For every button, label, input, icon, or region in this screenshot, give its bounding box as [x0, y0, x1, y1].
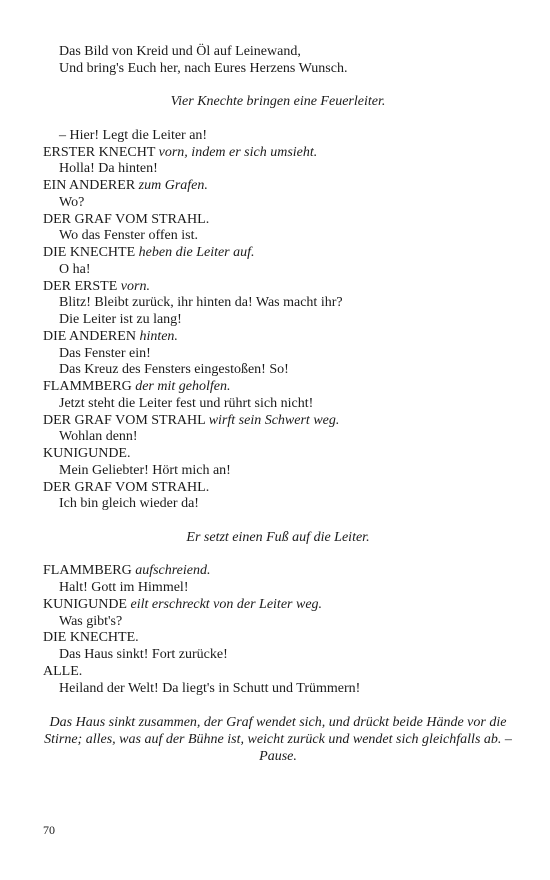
- page-number: 70: [43, 823, 55, 837]
- verse-line: Wohlan denn!: [59, 429, 138, 445]
- speaker-line: [43, 178, 513, 195]
- verse-line: Was gibt's?: [59, 613, 123, 629]
- speaker-name: ERSTER KNECHT: [43, 144, 156, 160]
- speaker-line: [43, 279, 513, 296]
- speaker-line: [43, 329, 513, 346]
- speaker-line: [43, 664, 513, 681]
- speaker-line: [43, 413, 513, 430]
- speaker-name: DIE ANDEREN: [43, 328, 136, 344]
- verse-line: Jetzt steht die Leiter fest und rührt sich nicht!: [59, 395, 314, 411]
- verse-line: Die Leiter ist zu lang!: [59, 312, 182, 327]
- speaker-name: EIN ANDERER: [43, 178, 136, 193]
- speaker-direction: vorn.: [120, 278, 150, 294]
- speaker-direction: zum Grafen.: [138, 178, 208, 193]
- speaker-line: [43, 630, 513, 647]
- blank-line: [43, 697, 513, 714]
- blank-line: [43, 78, 513, 95]
- speaker-name: DER ERSTE: [43, 278, 118, 294]
- stage-direction: Vier Knechte bringen eine Feuerleiter.: [170, 94, 386, 110]
- verse-line: Heiland der Welt! Da liegt's in Schutt und Trümmern!: [59, 680, 361, 696]
- speaker-line: [43, 563, 513, 580]
- speaker-direction: der mit geholfen.: [135, 379, 231, 394]
- speaker-line: [43, 597, 513, 614]
- stage-direction: Er setzt einen Fuß auf die Leiter.: [186, 529, 370, 545]
- speaker-name: ALLE.: [43, 663, 83, 679]
- verse-line: Halt! Gott im Himmel!: [59, 580, 189, 595]
- verse-line: Wo das Fenster offen ist.: [59, 228, 198, 244]
- verse-line: Das Fenster ein!: [59, 345, 151, 361]
- speaker-line: [43, 245, 513, 262]
- verse-line: O ha!: [59, 261, 91, 277]
- speaker-direction: aufschreiend.: [135, 563, 211, 579]
- speaker-direction: heben die Leiter auf.: [138, 245, 255, 260]
- speaker-name: FLAMMBERG: [43, 563, 132, 579]
- speaker-name: DER GRAF VOM STRAHL.: [43, 211, 210, 227]
- speaker-name: DER GRAF VOM STRAHL: [43, 412, 206, 428]
- speaker-direction: hinten.: [139, 328, 178, 344]
- speaker-direction: vorn, indem er sich umsieht.: [158, 144, 318, 160]
- verse-line: Und bring's Euch her, nach Eures Herzens Wunsch.: [59, 60, 348, 76]
- speaker-name: DER GRAF VOM STRAHL.: [43, 479, 210, 495]
- closing-stage-direction: Das Haus sinkt zusammen, der Graf wendet sich, und drückt beide Hände vor die Stirne; alles, was auf der Bühne ist, weicht zurück und wendet sich gleichfalls ab. – Pause.: [44, 715, 512, 764]
- speaker-name: FLAMMBERG: [43, 379, 132, 394]
- verse-line: Wo?: [59, 194, 85, 210]
- speaker-name: DIE KNECHTE: [43, 245, 136, 260]
- verse-line: – Hier! Legt die Leiter an!: [59, 127, 208, 143]
- verse-line: Mein Geliebter! Hört mich an!: [59, 462, 231, 478]
- verse-line: Ich bin gleich wieder da!: [59, 496, 199, 512]
- verse-line: Blitz! Bleibt zurück, ihr hinten da! Was macht ihr?: [59, 295, 343, 311]
- speaker-line: [43, 480, 513, 497]
- blank-line: [43, 111, 513, 128]
- speaker-name: DIE KNECHTE.: [43, 630, 139, 646]
- blank-line: [43, 547, 513, 564]
- speaker-direction: wirft sein Schwert weg.: [208, 412, 340, 428]
- verse-line: Holla! Da hinten!: [59, 161, 158, 177]
- speaker-name: KUNIGUNDE.: [43, 446, 131, 461]
- speaker-direction: eilt erschreckt von der Leiter weg.: [130, 596, 323, 612]
- speaker-line: [43, 379, 513, 396]
- play-text: [43, 44, 513, 765]
- speaker-name: KUNIGUNDE: [43, 596, 127, 612]
- speaker-line: [43, 446, 513, 463]
- verse-line: Das Bild von Kreid und Öl auf Leinewand,: [59, 44, 301, 59]
- speaker-line: [43, 145, 513, 162]
- verse-line: Das Haus sinkt! Fort zurücke!: [59, 647, 228, 662]
- verse-line: Das Kreuz des Fensters eingestoßen! So!: [59, 362, 289, 378]
- speaker-line: [43, 212, 513, 229]
- blank-line: [43, 513, 513, 530]
